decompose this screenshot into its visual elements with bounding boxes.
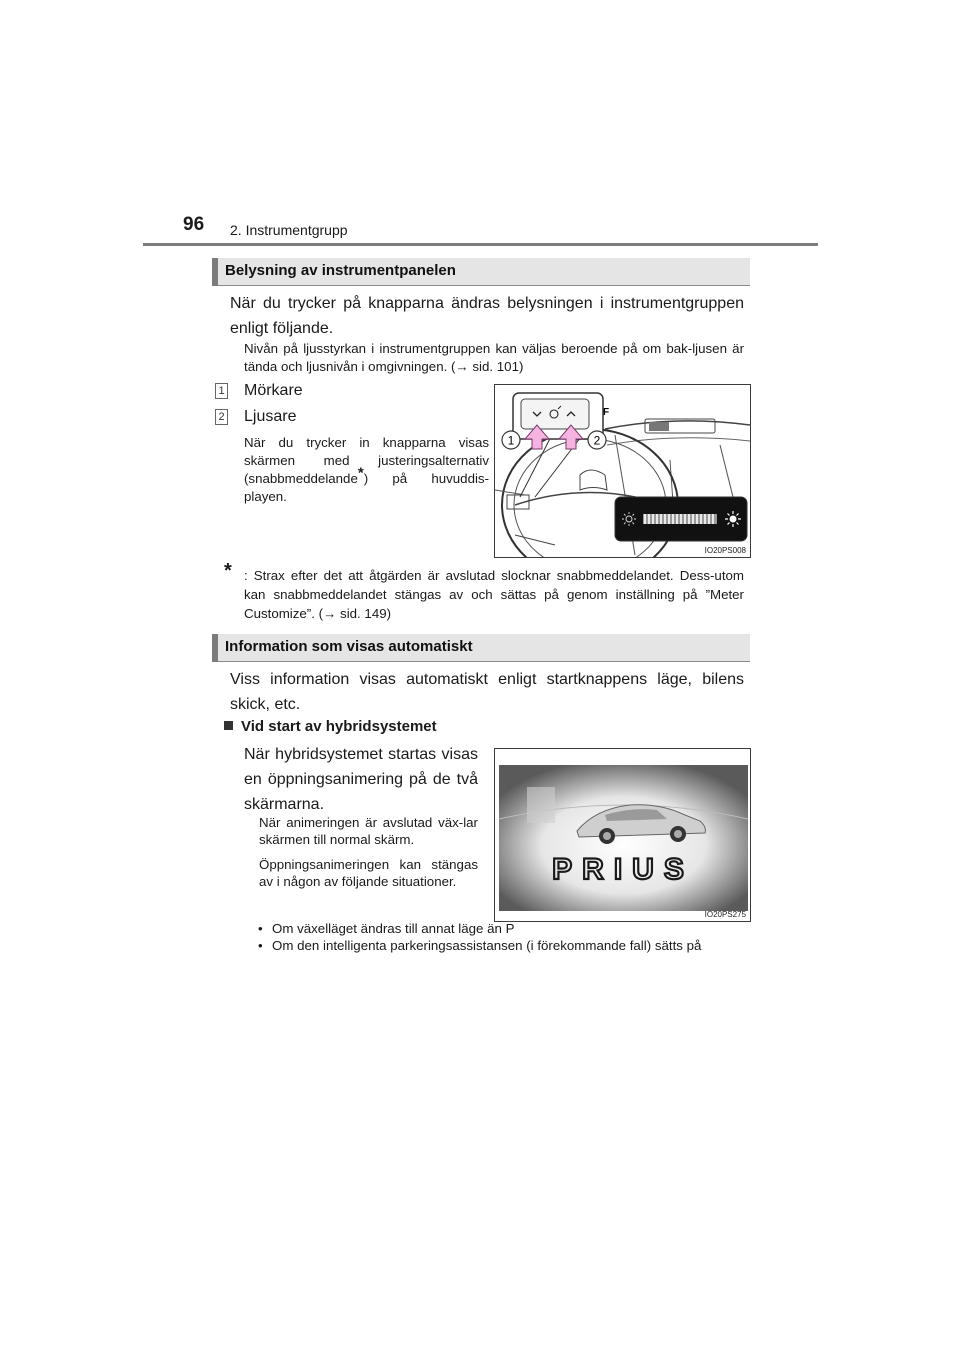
callout-2: 2 — [593, 433, 601, 448]
description-text-end: ) på huvuddis-playen. — [244, 471, 489, 504]
item-label-brighter: Ljusare — [244, 408, 297, 425]
bullet-list — [258, 920, 744, 954]
figure-opening-animation-illustration — [495, 749, 750, 921]
list-item: • Om växelläget ändras till annat läge än P — [258, 920, 744, 937]
brightness-level-bars — [643, 514, 717, 524]
subheading-text: Vid start av hybridsystemet — [241, 718, 437, 735]
item-number-2: 2 — [215, 409, 228, 425]
section-note: Nivån på ljusstyrkan i instrumentgruppen kan väljas beroende på om bak-ljusen är tända och ljusnivån i omgivningen. (→ sid. 101) — [244, 341, 744, 374]
square-bullet-icon — [224, 721, 233, 730]
note-animation-disable: Öppningsanimeringen kan stängas av i någon av följande situationer. — [259, 857, 478, 889]
footnote-star: * — [224, 560, 232, 582]
subheading — [224, 718, 437, 735]
page-number: 96 — [183, 214, 205, 235]
callout-1: 1 — [507, 433, 515, 448]
figure-code: IO20PS275 — [704, 910, 746, 919]
list-item: • Om den intelligenta parkeringsassistansen (i förekommande fall) sätts på — [258, 937, 744, 954]
section-heading-illumination — [212, 258, 750, 286]
section-accent — [212, 634, 218, 662]
body-text: När hybridsystemet startas visas en öppningsanimering på de två skärmarna. — [244, 746, 478, 813]
section-title: Information som visas automatiskt — [225, 638, 473, 655]
section-title: Belysning av instrumentpanelen — [225, 262, 456, 279]
section-intro: Viss information visas automatiskt enligt startknappens läge, bilens skick, etc. — [230, 671, 744, 713]
description-text: När du trycker in knapparna visas skärmen med justeringsalternativ (snabbmeddelande — [244, 435, 489, 486]
item-label-darker: Mörkare — [244, 382, 303, 399]
footnote-marker: * — [357, 464, 364, 482]
figure-brightness-buttons — [494, 384, 751, 558]
item-description — [244, 434, 489, 506]
note-animation-end: När animeringen är avslutad väx-lar skärmen till normal skärm. — [259, 815, 478, 847]
header-divider — [143, 243, 818, 246]
section-intro: När du trycker på knapparna ändras belysningen i instrumentgruppen enligt följande. — [230, 295, 744, 337]
section-accent — [212, 258, 218, 286]
prius-logo: PRIUS — [552, 853, 694, 886]
svg-text:F: F — [603, 407, 610, 418]
item-number-1: 1 — [215, 383, 228, 399]
figure-opening-animation — [494, 748, 751, 922]
figure-code: IO20PS008 — [704, 546, 746, 555]
footnote-text: : Strax efter det att åtgärden är avslutad slocknar snabbmeddelandet. Dess-utom kan snabbmeddelandet stängas av och sättas på genom inställning på ”Meter Customize”. (→ sid. 149) — [244, 568, 744, 621]
figure-brightness-illustration — [495, 385, 750, 557]
section-heading-auto-info — [212, 634, 750, 662]
chapter-title: 2. Instrumentgrupp — [230, 222, 348, 238]
